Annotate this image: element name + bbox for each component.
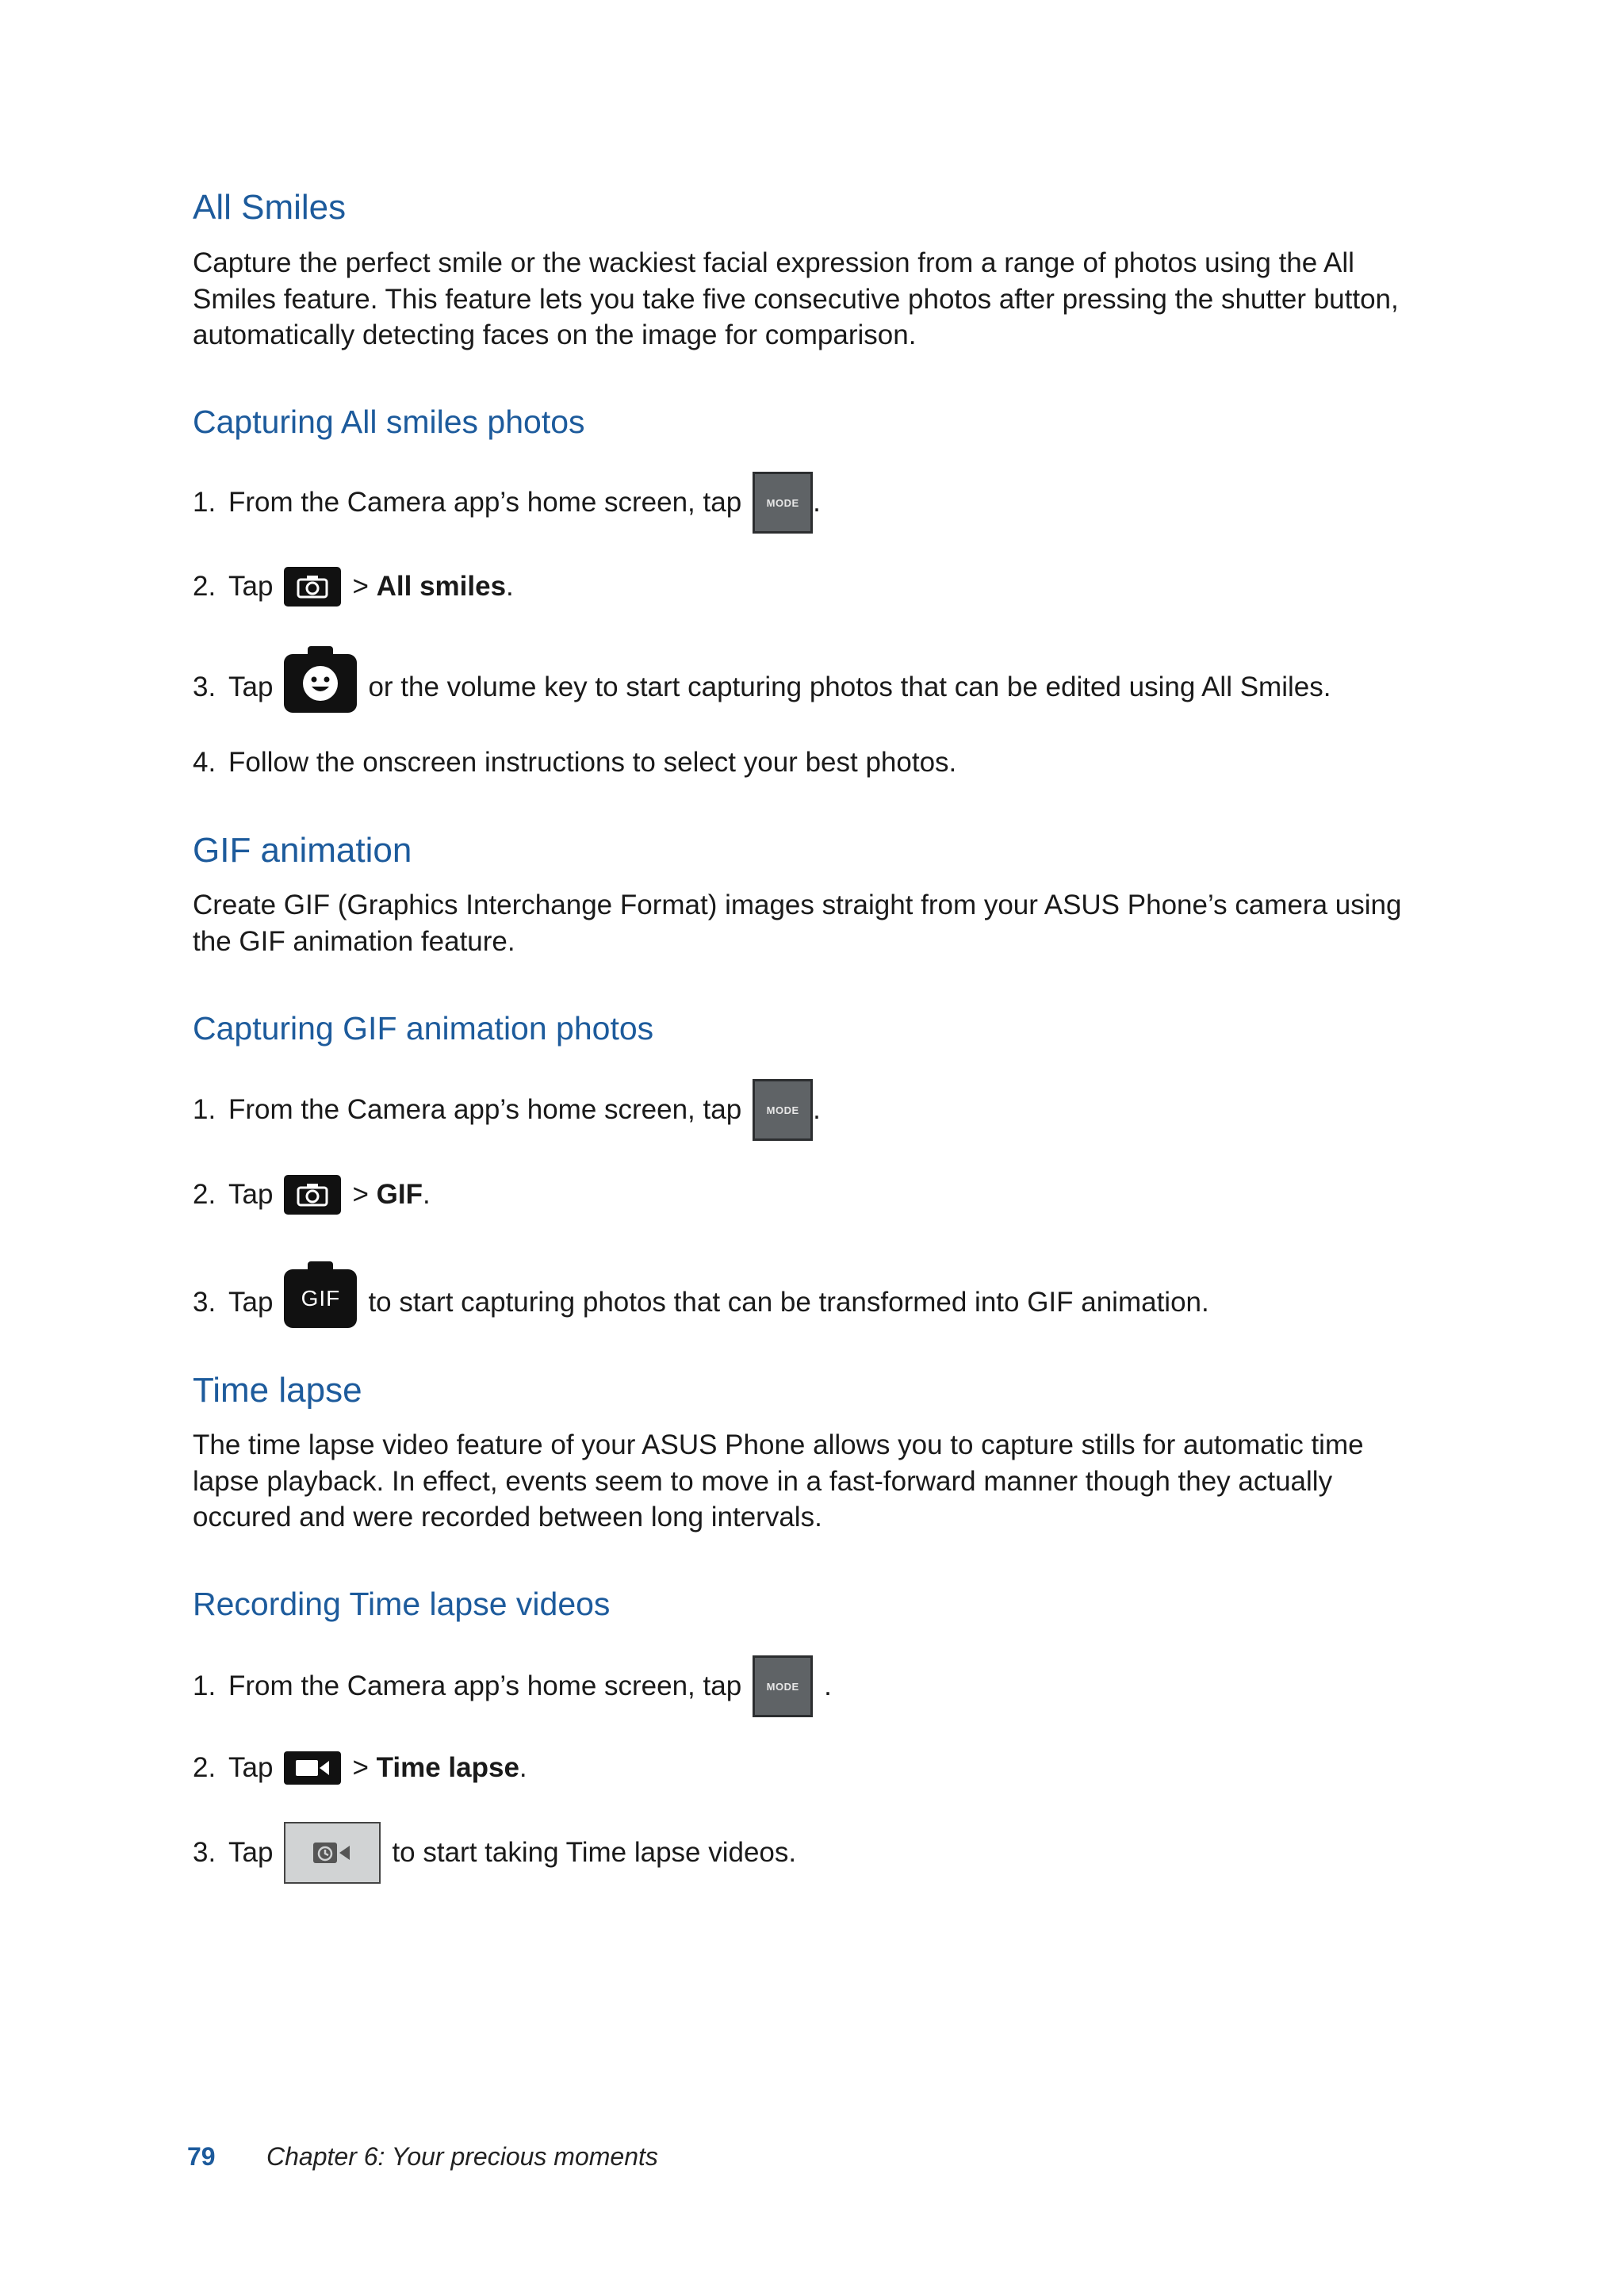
step-text-end: .: [813, 1094, 821, 1125]
step-text-end: or the volume key to start capturing photos that can be edited using All Smiles.: [368, 672, 1331, 702]
mode-button-label: MODE: [766, 496, 799, 509]
subtitle-capturing-gif: Capturing GIF animation photos: [193, 1010, 654, 1047]
step-target: GIF: [376, 1179, 423, 1210]
step-text-end: .: [813, 487, 821, 518]
chapter-title: Chapter 6: Your precious moments: [266, 2142, 658, 2171]
step-separator: >: [352, 571, 369, 602]
gif-shutter-label: GIF: [301, 1286, 341, 1311]
step-all-smiles-3: [193, 652, 1331, 723]
camera-icon: [284, 567, 341, 607]
step-text: Follow the onscreen instructions to select your best photos.: [228, 747, 957, 778]
section-title-time-lapse: Time lapse: [193, 1371, 362, 1410]
section-title-all-smiles: All Smiles: [193, 188, 347, 227]
step-text: Tap: [228, 672, 274, 702]
step-number: 2.: [193, 571, 216, 602]
subtitle-recording-time-lapse: Recording Time lapse videos: [193, 1586, 611, 1622]
step-text-end: .: [824, 1670, 832, 1701]
gif-shutter-icon: [284, 1269, 357, 1328]
step-time-lapse-3: [193, 1817, 796, 1888]
step-text: Tap: [228, 571, 274, 602]
step-text-end: to start taking Time lapse videos.: [392, 1837, 797, 1868]
step-text-end: to start capturing photos that can be transformed into GIF animation.: [368, 1287, 1209, 1318]
step-all-smiles-2: [193, 551, 514, 622]
step-time-lapse-2: [193, 1732, 527, 1804]
step-all-smiles-1: [193, 467, 821, 538]
step-number: 2.: [193, 1179, 216, 1210]
time-lapse-record-icon: [284, 1822, 381, 1884]
step-target: All smiles: [376, 571, 507, 602]
video-camera-icon: [284, 1751, 341, 1785]
step-separator: >: [352, 1179, 369, 1210]
step-text: Tap: [228, 1837, 274, 1868]
step-number: 3.: [193, 672, 216, 702]
step-text: Tap: [228, 1287, 274, 1318]
step-text: Tap: [228, 1179, 274, 1210]
step-text: Tap: [228, 1752, 274, 1783]
section-title-gif: GIF animation: [193, 831, 412, 870]
section-body-all-smiles: Capture the perfect smile or the wackiest facial expression from a range of photos using the All Smiles feature. This feature lets you take five consecutive photos after pressing the shutter button, automatically detecting faces on the image for comparison.: [193, 247, 1399, 350]
mode-button-label: MODE: [766, 1104, 799, 1116]
step-text-end: .: [506, 571, 514, 602]
step-all-smiles-4: [193, 727, 956, 798]
step-number: 1.: [193, 1094, 216, 1125]
step-gif-2: [193, 1159, 431, 1230]
mode-button-label: MODE: [766, 1680, 799, 1693]
camera-icon: [284, 1175, 341, 1215]
step-text: From the Camera app’s home screen, tap: [228, 487, 742, 518]
step-text: From the Camera app’s home screen, tap: [228, 1670, 742, 1701]
mode-button-icon: [753, 472, 813, 534]
all-smiles-shutter-icon: [284, 654, 357, 713]
page-footer: [187, 2141, 658, 2172]
step-target: Time lapse: [376, 1752, 519, 1783]
step-number: 1.: [193, 487, 216, 518]
step-number: 2.: [193, 1752, 216, 1783]
page-number: 79: [187, 2142, 216, 2171]
step-separator: >: [352, 1752, 369, 1783]
step-time-lapse-1: [193, 1651, 832, 1722]
step-gif-1: [193, 1074, 821, 1146]
subtitle-capturing-all-smiles: Capturing All smiles photos: [193, 404, 585, 440]
step-text-end: .: [422, 1179, 431, 1210]
step-number: 3.: [193, 1287, 216, 1318]
mode-button-icon: [753, 1655, 813, 1717]
step-gif-3: [193, 1267, 1209, 1338]
section-body-gif: Create GIF (Graphics Interchange Format) images straight from your ASUS Phone’s camera using the GIF animation feature.: [193, 890, 1402, 957]
step-number: 3.: [193, 1837, 216, 1868]
step-text-end: .: [519, 1752, 527, 1783]
step-text: From the Camera app’s home screen, tap: [228, 1094, 742, 1125]
mode-button-icon: [753, 1079, 813, 1141]
section-body-time-lapse: The time lapse video feature of your ASUS Phone allows you to capture stills for automatic time lapse playback. In effect, events seem to move in a fast-forward manner though they actually occured and were recorded between long intervals.: [193, 1429, 1364, 1533]
step-number: 4.: [193, 747, 216, 778]
step-number: 1.: [193, 1670, 216, 1701]
